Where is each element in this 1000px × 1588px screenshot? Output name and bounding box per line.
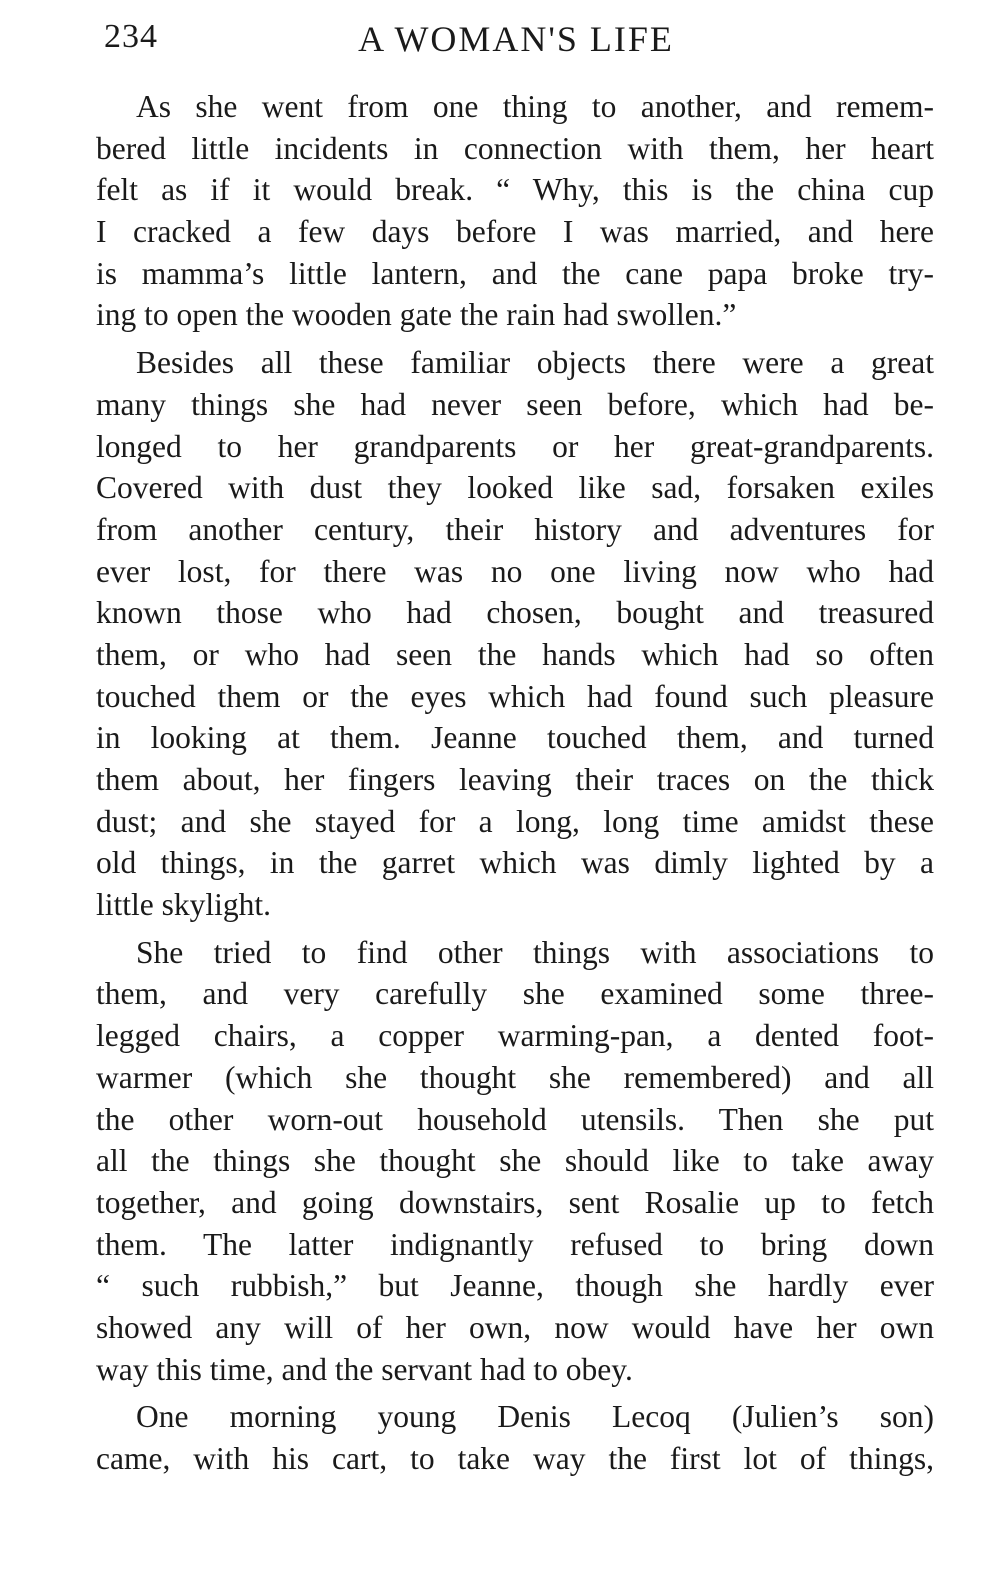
text-line: ever lost, for there was no one living now who had [96,553,934,589]
text-line: ing to open the wooden gate the rain had swollen.” [96,297,737,333]
text-line: came, with his cart, to take way the first lot of things, [96,1441,934,1476]
text-line: all the things she thought she should like to take away [96,1143,934,1179]
text-line: dust; and she stayed for a long, long time amidst these [96,803,934,839]
text-line: many things she had never seen before, which had be- [96,386,934,422]
text-line: touched them or the eyes which had found such pleasure [96,678,934,714]
text-line: longed to her grandparents or her great-grandparents. [96,428,934,464]
text-line: showed any will of her own, now would have her own [96,1309,934,1345]
text-line: way this time, and the servant had to obey. [96,1351,633,1387]
text-line: One morning young Denis Lecoq (Julien’s son) [136,1399,934,1435]
text-line: from another century, their history and adventures for [96,511,934,547]
paragraph [96,1396,934,1479]
text-line: them, or who had seen the hands which had so often [96,636,934,672]
text-line: old things, in the garret which was dimly lighted by a [96,845,934,881]
text-line: legged chairs, a copper warming-pan, a dented foot- [96,1018,934,1054]
text-line: in looking at them. Jeanne touched them, and turned [96,720,934,756]
text-line: little skylight. [96,887,272,923]
text-line: them about, her fingers leaving their traces on the thick [96,762,934,797]
text-line: Besides all these familiar objects there were a great [136,345,934,381]
text-line: As she went from one thing to another, and remem- [136,89,934,124]
body-text [96,86,934,1480]
text-line: together, and going downstairs, sent Rosalie up to fetch [96,1184,934,1220]
text-line: She tried to find other things with associations to [136,934,934,970]
paragraph [96,342,934,926]
text-line: bered little incidents in connection with them, her heart [96,130,934,166]
running-head: A WOMAN'S LIFE [358,19,674,59]
text-line: “ such rubbish,” but Jeanne, though she hardly ever [96,1268,934,1304]
text-line: I cracked a few days before I was married, and here [96,214,934,250]
text-line: felt as if it would break. “ Why, this is the china cup [96,172,934,208]
page-number: 234 [104,18,158,55]
text-line: the other worn-out household utensils. Then she put [96,1101,934,1137]
text-line: them, and very carefully she examined some three- [96,976,934,1012]
text-line: known those who had chosen, bought and treasured [96,595,934,631]
page-header [96,14,936,64]
paragraph [96,86,934,336]
paragraph [96,932,934,1391]
text-line: is mamma’s little lantern, and the cane papa broke try- [96,255,934,291]
text-line: Covered with dust they looked like sad, forsaken exiles [96,470,934,506]
text-line: warmer (which she thought she remembered) and all [96,1059,934,1095]
text-line: them. The latter indignantly refused to bring down [96,1226,934,1262]
